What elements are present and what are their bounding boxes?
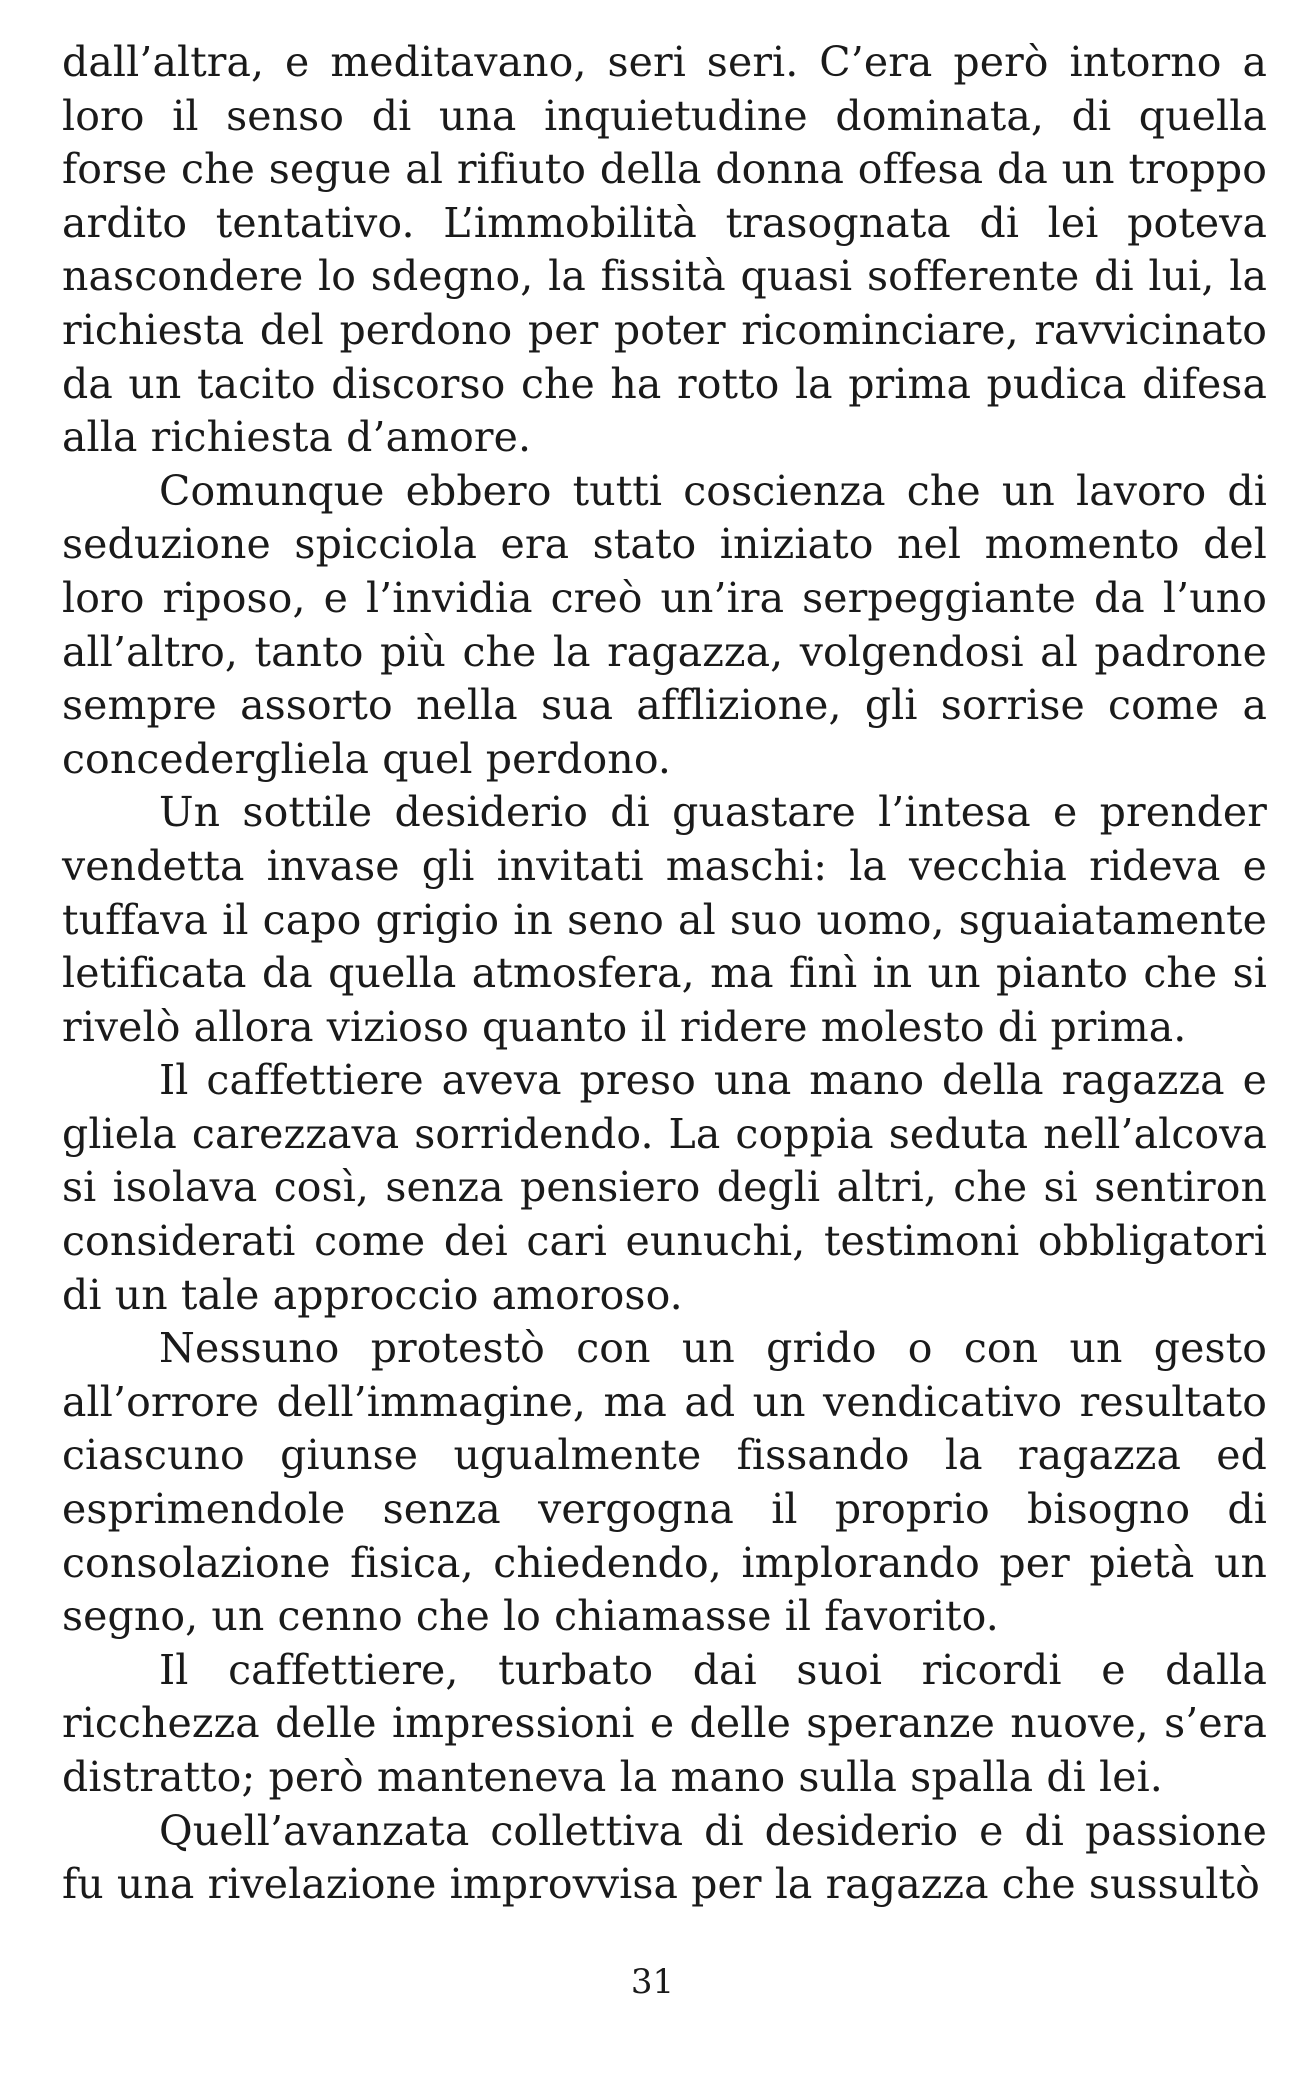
paragraph-3: Un sottile desiderio di guastare l’intesa e prender vendetta invase gli invitati maschi: la vecchia rideva e tuffava il capo grigio in seno al suo uomo, sguaiatamente letificata da quella atmosfera, ma finì in un pianto che si rivelò allora vizioso quanto il ridere molesto di prima. — [62, 788, 1267, 1051]
paragraph-5: Nessuno protestò con un grido o con un gesto all’orrore dell’immagine, ma ad un vendicativo resultato ciascuno giunse ugualmente fissando la ragazza ed esprimendole senza vergogna il proprio bisogno di consolazione fisica, chiedendo, implorando per pietà un segno, un cenno che lo chiamasse il favorito. — [62, 1324, 1267, 1641]
page-body — [62, 36, 1267, 1912]
paragraph-6: Il caffettiere, turbato dai suoi ricordi e dalla ricchezza delle impressioni e delle speranze nuove, s’era distratto; però manteneva la mano sulla spalla di lei. — [62, 1645, 1267, 1801]
paragraph-7: Quell’avanzata collettiva di desiderio e di passione fu una rivelazione improvvisa per la ragazza che sussultò — [62, 1806, 1267, 1909]
paragraph-2: Comunque ebbero tutti coscienza che un lavoro di seduzione spicciola era stato iniziato nel momento del loro riposo, e l’invidia creò un’ira serpeggiante da l’uno all’altro, tanto più che la ragazza, volgendosi al padrone sempre assorto nella sua afflizione, gli sorrise come a concedergliela quel perdono. — [62, 466, 1267, 783]
paragraph-4: Il caffettiere aveva preso una mano della ragazza e gliela carezzava sorridendo. La coppia seduta nell’alcova si isolava così, senza pensiero degli altri, che si sentiron considerati come dei cari eunuchi, testimoni obbligatori di un tale approccio amoroso. — [62, 1056, 1267, 1319]
paragraph-1: dall’altra, e meditavano, seri seri. C’era però intorno a loro il senso di una inquietudine dominata, di quella forse che segue al rifiuto della donna offesa da un troppo ardito tentativo. L’immobilità trasognata di lei poteva nascondere lo sdegno, la fissità quasi sofferente di lui, la richiesta del perdono per poter ricominciare, ravvicinato da un tacito discorso che ha rotto la prima pudica difesa alla richiesta d’amore. — [62, 38, 1267, 462]
page-number: 31 — [630, 1962, 675, 2002]
